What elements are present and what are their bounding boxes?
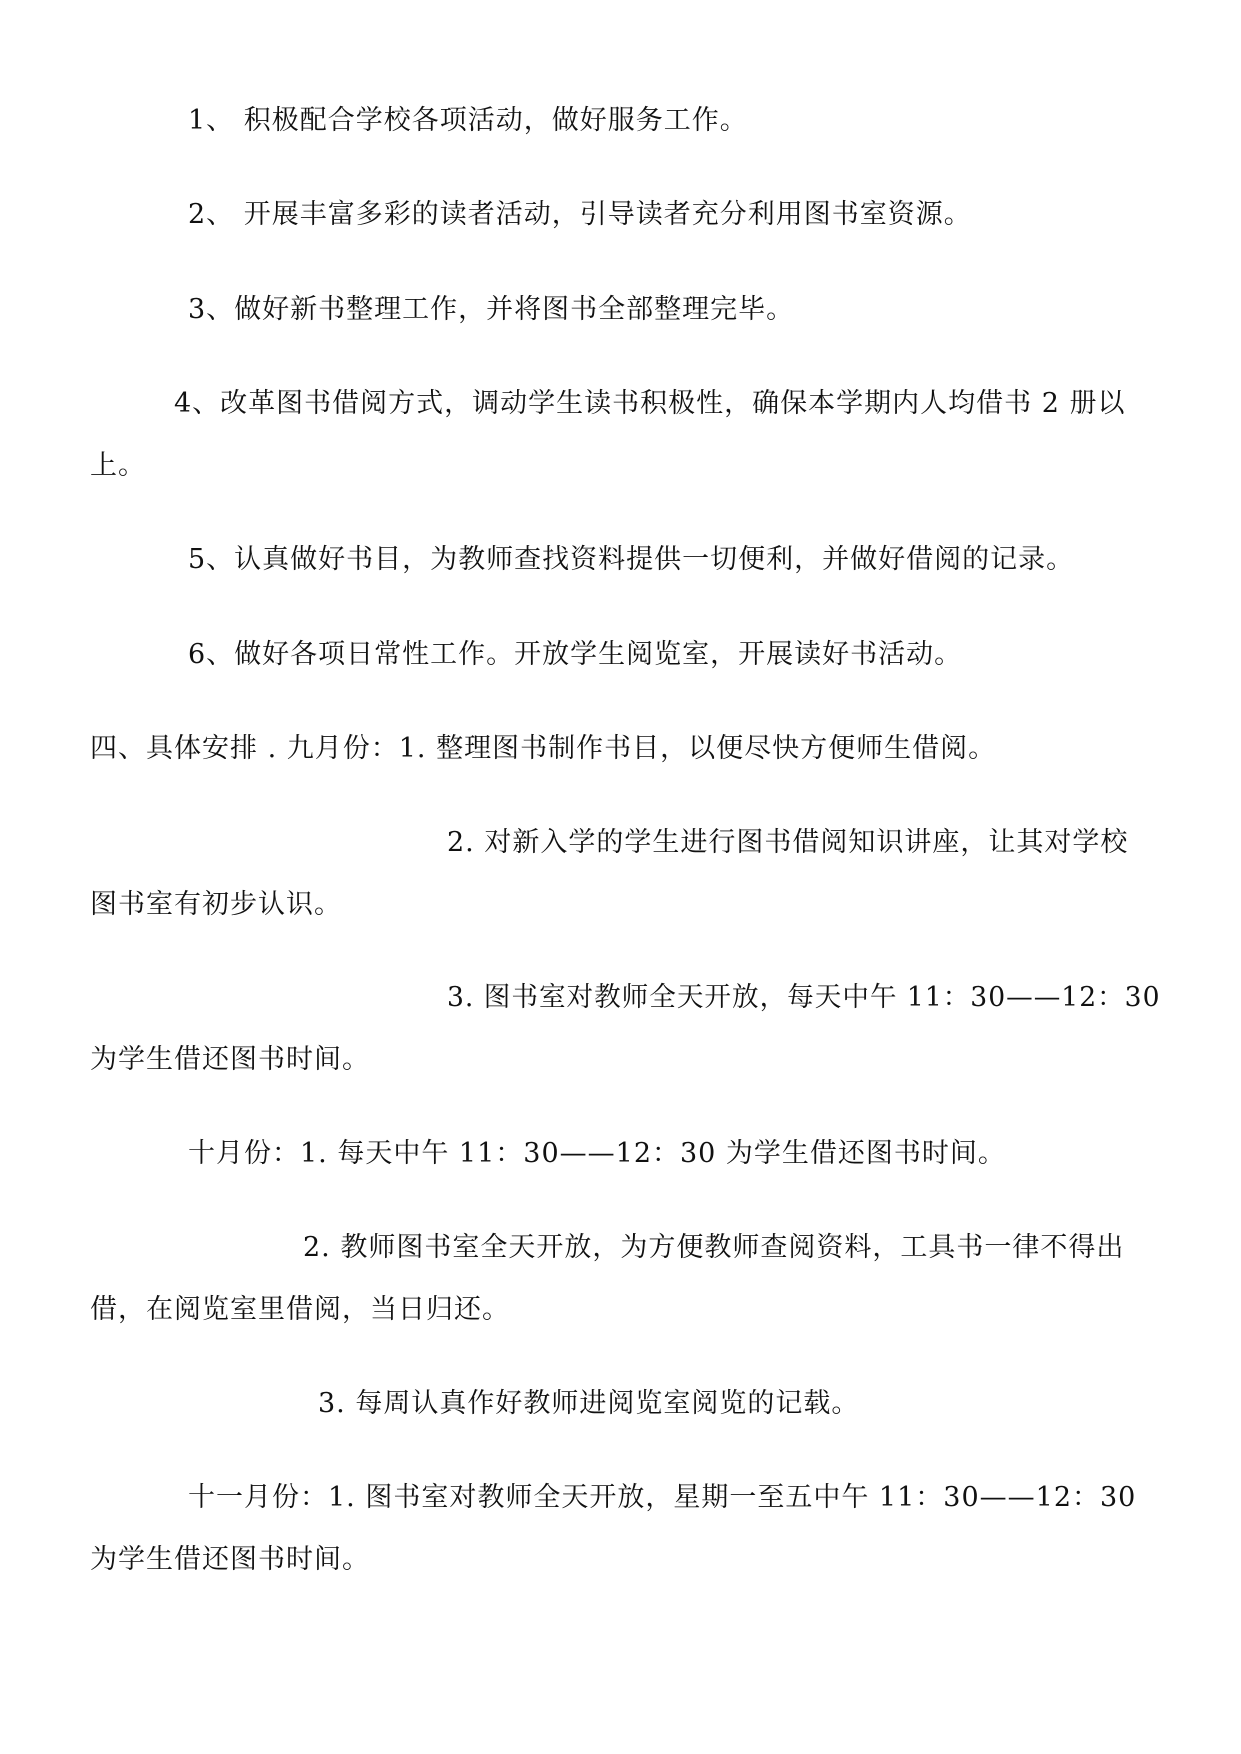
- list-item-4-line-1: 4、改革图书借阅方式，调动学生读书积极性，确保本学期内人均借书 2 册以: [174, 388, 1126, 419]
- september-item-2-line-1: 2. 对新入学的学生进行图书借阅知识讲座，让其对学校: [447, 827, 1129, 858]
- section-heading-schedule: 四、具体安排 . 九月份：1. 整理图书制作书目，以便尽快方便师生借阅。: [90, 733, 997, 764]
- september-item-3-line-1: 3. 图书室对教师全天开放，每天中午 11：30——12：30: [447, 982, 1161, 1013]
- list-item-1: 1、 积极配合学校各项活动，做好服务工作。: [188, 105, 748, 136]
- october-item-2-line-1: 2. 教师图书室全天开放，为方便教师查阅资料，工具书一律不得出: [303, 1232, 1125, 1263]
- october-item-1: 十月份：1. 每天中午 11：30——12：30 为学生借还图书时间。: [188, 1138, 1006, 1169]
- list-item-6: 6、做好各项日常性工作。开放学生阅览室，开展读好书活动。: [188, 639, 963, 670]
- october-item-3: 3. 每周认真作好教师进阅览室阅览的记载。: [318, 1388, 860, 1419]
- november-item-1-line-1: 十一月份：1. 图书室对教师全天开放，星期一至五中午 11：30——12：30: [188, 1482, 1137, 1513]
- september-item-2-line-2: 图书室有初步认识。: [90, 889, 342, 920]
- list-item-3: 3、做好新书整理工作，并将图书全部整理完毕。: [188, 294, 795, 325]
- november-item-1-line-2: 为学生借还图书时间。: [90, 1544, 370, 1575]
- list-item-5: 5、认真做好书目，为教师查找资料提供一切便利，并做好借阅的记录。: [188, 544, 1075, 575]
- list-item-2: 2、 开展丰富多彩的读者活动，引导读者充分利用图书室资源。: [188, 199, 972, 230]
- october-item-2-line-2: 借，在阅览室里借阅，当日归还。: [90, 1294, 510, 1325]
- september-item-3-line-2: 为学生借还图书时间。: [90, 1044, 370, 1075]
- list-item-4-line-2: 上。: [90, 450, 146, 481]
